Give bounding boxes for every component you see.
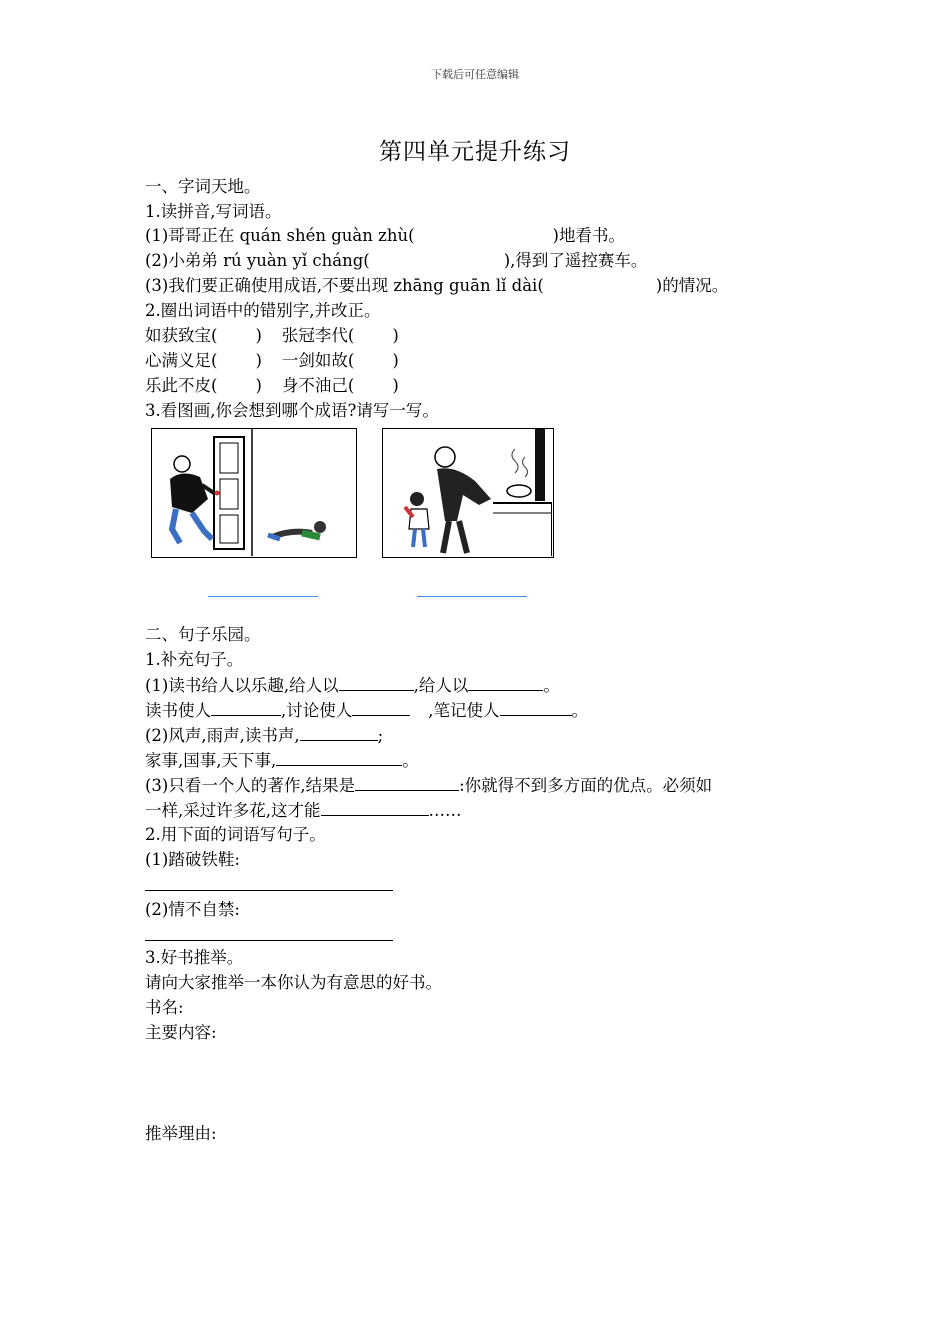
- sentence-write-line-2[interactable]: [145, 940, 393, 941]
- section-1-heading: 一、字词天地。: [145, 177, 261, 196]
- s2-q2-item-2: (2)情不自禁:: [145, 900, 240, 919]
- picture-1-answer-line[interactable]: [208, 596, 318, 597]
- s2-q1-line-1: (1)读书给人以乐趣,给人以 ,给人以 。: [145, 676, 560, 695]
- page-title: 第四单元提升练习: [379, 139, 571, 165]
- q1-label: 1.读拼音,写词语。: [145, 202, 282, 221]
- fill-blank[interactable]: [211, 699, 281, 716]
- picture-2-answer-line[interactable]: [417, 596, 527, 597]
- q2-label: 2.圈出词语中的错别字,并改正。: [145, 301, 381, 320]
- q2-row-2: 心满义足( ) 一剑如故( ): [145, 351, 399, 370]
- s2-q2-item-1: (1)踏破铁鞋:: [145, 850, 240, 869]
- fill-blank[interactable]: [300, 724, 378, 741]
- header-note: 下载后可任意编辑: [431, 68, 519, 81]
- recommend-reason-field[interactable]: 推举理由:: [145, 1124, 217, 1143]
- q3-label: 3.看图画,你会想到哪个成语?请写一写。: [145, 401, 439, 420]
- q1-item-2: (2)小弟弟 rú yuàn yǐ cháng( ),得到了遥控赛车。: [145, 251, 648, 270]
- fill-blank[interactable]: [500, 699, 572, 716]
- picture-2: [382, 428, 554, 558]
- cartoon-father-child-kitchen-icon: [383, 429, 552, 556]
- section-2-heading: 二、句子乐园。: [145, 625, 261, 644]
- fill-blank[interactable]: [355, 774, 459, 791]
- s2-q1-line-5: (3)只看一个人的著作,结果是 :你就得不到多方面的优点。必须如: [145, 776, 713, 795]
- fill-blank[interactable]: [468, 674, 543, 691]
- s2-q1-line-4: 家事,国事,天下事, 。: [145, 751, 419, 770]
- fill-blank[interactable]: [352, 699, 410, 716]
- sentence-write-line-1[interactable]: [145, 890, 393, 891]
- q2-row-1: 如获致宝( ) 张冠李代( ): [145, 326, 399, 345]
- s2-q1-label: 1.补充句子。: [145, 650, 244, 669]
- q1-item-3: (3)我们要正确使用成语,不要出现 zhāng guān lǐ dài( )的情况。: [145, 276, 729, 295]
- picture-1: [151, 428, 357, 558]
- s2-q1-line-6: 一样,采过许多花,这才能 ……: [145, 801, 462, 820]
- cartoon-man-closing-door-icon: [152, 429, 355, 556]
- s2-q3-label: 3.好书推举。: [145, 948, 244, 967]
- book-name-field[interactable]: 书名:: [145, 998, 184, 1017]
- s2-q1-line-3: (2)风声,雨声,读书声, ;: [145, 726, 384, 745]
- s2-q3-prompt: 请向大家推举一本你认为有意思的好书。: [145, 973, 442, 992]
- fill-blank[interactable]: [339, 674, 414, 691]
- q2-row-3: 乐此不皮( ) 身不油己( ): [145, 376, 399, 395]
- fill-blank[interactable]: [321, 799, 429, 816]
- q1-item-1: (1)哥哥正在 quán shén guàn zhù( )地看书。: [145, 226, 625, 245]
- s2-q2-label: 2.用下面的词语写句子。: [145, 825, 326, 844]
- main-content-field[interactable]: 主要内容:: [145, 1023, 217, 1042]
- fill-blank[interactable]: [276, 749, 402, 766]
- s2-q1-line-2: 读书使人 ,讨论使人 ,笔记使人 。: [145, 701, 588, 720]
